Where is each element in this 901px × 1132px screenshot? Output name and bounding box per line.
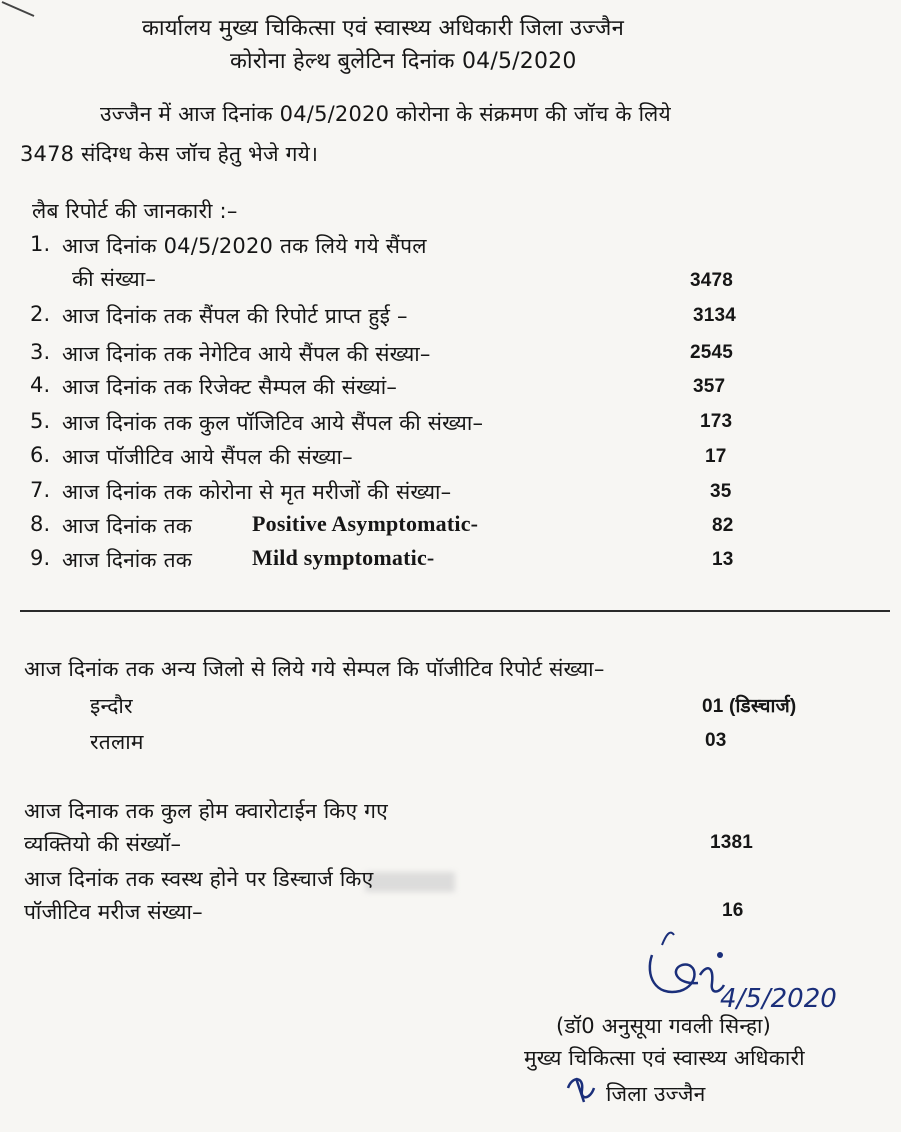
signature-date: 4/5/2020 bbox=[720, 984, 837, 1014]
district-value: 01 (डिस्चार्ज) bbox=[702, 696, 797, 717]
list-item-label: आज दिनांक तक bbox=[62, 514, 193, 538]
list-item-label: आज पॉजीटिव आये सैंपल की संख्या– bbox=[62, 445, 353, 469]
list-item-label: आज दिनांक 04/5/2020 तक लिये गये सैंपल bbox=[62, 234, 427, 258]
list-item-number: 2. bbox=[30, 302, 51, 326]
district-value: 03 bbox=[705, 730, 727, 751]
list-item-value: 173 bbox=[700, 411, 733, 432]
list-item-value: 82 bbox=[712, 515, 734, 536]
list-item-value: 17 bbox=[705, 446, 727, 467]
section-divider bbox=[20, 610, 890, 612]
list-item-label: आज दिनांक तक रिजेक्ट सैम्पल की संख्यां– bbox=[62, 375, 398, 399]
home-quarantine-label: आज दिनाक तक कुल होम क्वारोटाईन किए गए bbox=[24, 799, 388, 823]
lab-report-heading: लैब रिपोर्ट की जानकारी :– bbox=[32, 199, 238, 223]
list-item-label: आज दिनांक तक कोरोना से मृत मरीजों की संख्या– bbox=[62, 480, 452, 504]
list-item-number: 1. bbox=[30, 232, 51, 256]
list-item-number: 5. bbox=[30, 409, 51, 433]
signatory-designation: मुख्य चिकित्सा एवं स्वास्थ्य अधिकारी bbox=[524, 1046, 805, 1070]
list-item-value: 2545 bbox=[690, 342, 734, 363]
list-item-value: 35 bbox=[710, 481, 732, 502]
discharged-value: 16 bbox=[722, 900, 744, 921]
list-item-value: 13 bbox=[712, 549, 734, 570]
list-item-number: 9. bbox=[30, 546, 51, 570]
list-item-label-english: Positive Asymptomatic- bbox=[252, 511, 479, 536]
list-item-label: आज दिनांक तक bbox=[62, 548, 193, 572]
list-item-number: 3. bbox=[30, 340, 51, 364]
intro-line-1: उज्जैन में आज दिनांक 04/5/2020 कोरोना के संक्रमण की जॉच के लिये bbox=[100, 102, 671, 126]
handwritten-signature bbox=[640, 925, 840, 1017]
signatory-name: (डॉ0 अनुसूया गवली सिन्हा) bbox=[556, 1014, 772, 1038]
list-item-label-cont: की संख्या– bbox=[72, 267, 157, 291]
signatory-district: जिला उज्जैन bbox=[606, 1082, 706, 1106]
list-item-value: 357 bbox=[693, 376, 726, 397]
district-name: रतलाम bbox=[90, 730, 144, 754]
list-item-number: 4. bbox=[30, 373, 51, 397]
discharged-label: आज दिनांक तक स्वस्थ होने पर डिस्चार्ज किए bbox=[24, 867, 374, 891]
discharged-label-cont: पॉजीटिव मरीज संख्या– bbox=[24, 900, 203, 924]
list-item-number: 6. bbox=[30, 443, 51, 467]
list-item-value: 3134 bbox=[693, 305, 737, 326]
list-item-label: आज दिनांक तक कुल पॉजिटिव आये सैंपल की संख्या– bbox=[62, 411, 484, 435]
list-item-label: आज दिनांक तक नेगेटिव आये सैंपल की संख्या– bbox=[62, 342, 431, 366]
list-item-value: 3478 bbox=[690, 270, 734, 291]
initials-mark bbox=[562, 1070, 602, 1106]
office-title: कार्यालय मुख्य चिकित्सा एवं स्वास्थ्य अधिकारी जिला उज्जैन bbox=[142, 16, 624, 41]
list-item-label-english: Mild symptomatic- bbox=[252, 545, 435, 570]
home-quarantine-label-cont: व्यक्तियो की संख्यॉ– bbox=[24, 832, 182, 856]
other-districts-heading: आज दिनांक तक अन्य जिलो से लिये गये सेम्पल कि पॉजीटिव रिपोर्ट संख्या– bbox=[24, 657, 605, 681]
list-item-number: 7. bbox=[30, 478, 51, 502]
bulletin-title: कोरोना हेल्थ बुलेटिन दिनांक 04/5/2020 bbox=[230, 49, 577, 74]
corner-fold-mark bbox=[0, 0, 40, 20]
intro-line-2: 3478 संदिग्ध केस जॉच हेतु भेजे गये। bbox=[20, 142, 319, 166]
smudge bbox=[365, 872, 455, 892]
home-quarantine-value: 1381 bbox=[710, 832, 754, 853]
list-item-number: 8. bbox=[30, 512, 51, 536]
district-name: इन्दौर bbox=[90, 694, 133, 718]
list-item-label: आज दिनांक तक सैंपल की रिपोर्ट प्राप्त हुई – bbox=[62, 304, 408, 328]
